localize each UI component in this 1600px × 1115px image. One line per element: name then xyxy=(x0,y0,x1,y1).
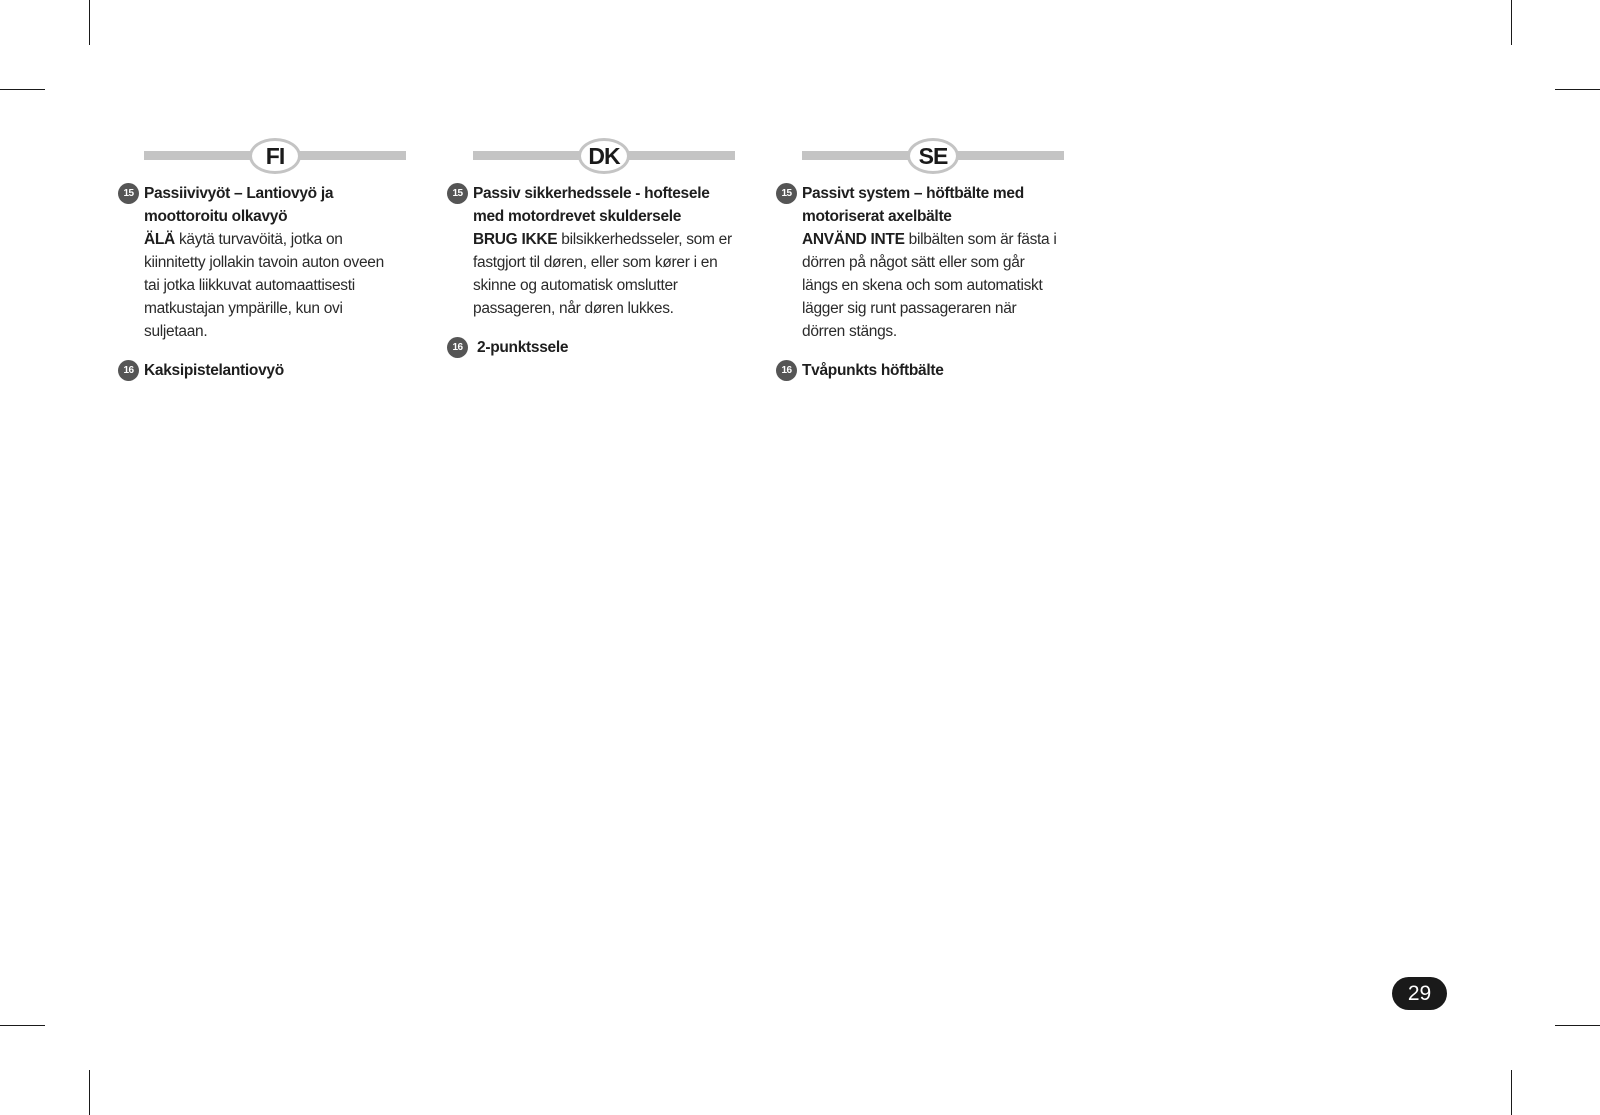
item-number-badge: 16 xyxy=(447,337,468,358)
crop-mark-right-top xyxy=(1555,89,1600,90)
crop-mark-bottom-left xyxy=(89,1070,90,1115)
item-number-badge: 16 xyxy=(118,360,139,381)
column-dk xyxy=(447,138,732,359)
language-header xyxy=(144,138,406,172)
section-item xyxy=(118,359,403,382)
section-item xyxy=(447,336,732,359)
language-header xyxy=(802,138,1064,172)
language-badge: SE xyxy=(907,138,959,174)
crop-mark-top-left xyxy=(89,0,90,45)
section-item xyxy=(447,182,732,320)
item-number-badge: 15 xyxy=(776,183,797,204)
item-heading: Passiv sikkerhedssele - hoftesele med motordrevet skuldersele xyxy=(473,185,710,225)
item-heading: Tvåpunkts höftbälte xyxy=(802,362,944,379)
crop-mark-top-right xyxy=(1511,0,1512,45)
item-body-emphasis: ÄLÄ xyxy=(144,231,175,248)
crop-mark-left-bottom xyxy=(0,1025,45,1026)
crop-mark-bottom-right xyxy=(1511,1070,1512,1115)
item-heading: Passivt system – höftbälte med motoriserat axelbälte xyxy=(802,185,1024,225)
language-badge: DK xyxy=(578,138,630,174)
item-heading: 2-punktssele xyxy=(473,339,569,356)
section-item xyxy=(776,359,1061,382)
item-body xyxy=(144,228,403,343)
item-body xyxy=(473,228,732,320)
language-badge: FI xyxy=(249,138,301,174)
column-se xyxy=(776,138,1061,382)
item-heading: Kaksipistelantiovyö xyxy=(144,362,284,379)
crop-mark-right-bottom xyxy=(1555,1025,1600,1026)
section-item xyxy=(776,182,1061,343)
item-body-emphasis: BRUG IKKE xyxy=(473,231,558,248)
item-body-text: bilbälten som är fästa i dörren på något sätt eller som går längs en skena och som automatiskt lägger sig runt passageraren när dörren stängs. xyxy=(802,231,1057,340)
language-header xyxy=(473,138,735,172)
item-body-text: bilsikkerhedsseler, som er fastgjort til døren, eller som kører i en skinne og automatisk omslutter passageren, når døren lukkes. xyxy=(473,231,732,317)
item-number-badge: 15 xyxy=(118,183,139,204)
item-number-badge: 15 xyxy=(447,183,468,204)
section-item xyxy=(118,182,403,343)
column-fi xyxy=(118,138,403,382)
item-number-badge: 16 xyxy=(776,360,797,381)
item-body-emphasis: ANVÄND INTE xyxy=(802,231,905,248)
crop-mark-left-top xyxy=(0,89,45,90)
item-heading: Passiivivyöt – Lantiovyö ja moottoroitu olkavyö xyxy=(144,185,334,225)
item-body xyxy=(802,228,1061,343)
item-body-text: käytä turvavöitä, jotka on kiinnitetty jollakin tavoin auton oveen tai jotka liikkuvat automaattisesti matkustajan ympärille, kun ovi suljetaan. xyxy=(144,231,384,340)
page-number-badge: 29 xyxy=(1392,977,1447,1010)
